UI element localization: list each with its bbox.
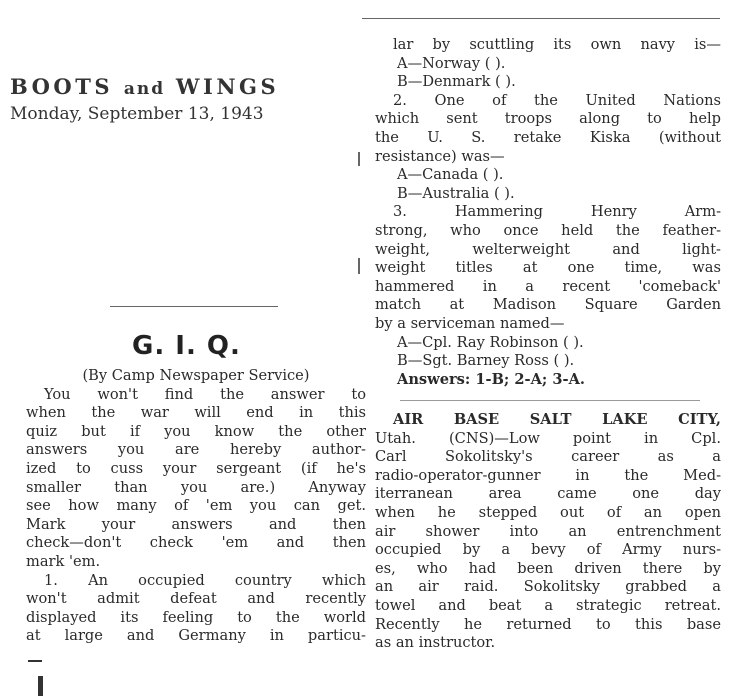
answer-option: A—Norway ( ). <box>397 54 506 72</box>
story-rule <box>400 400 700 401</box>
quiz-line: which sent troops along to help <box>375 110 721 128</box>
story-line: Carl Sokolitsky's career as a <box>375 448 721 466</box>
gio-byline: (By Camp Newspaper Service) <box>82 367 310 384</box>
left-column <box>26 367 366 646</box>
quiz-line: match at Madison Square Garden <box>375 296 721 314</box>
column-mark <box>358 258 360 274</box>
quiz-line: weight titles at one time, was <box>375 259 721 277</box>
story-line: towel and beat a strategic retreat. <box>375 596 721 614</box>
story-line: air shower into an entrenchment <box>375 522 721 540</box>
intro-line: check—don't check 'em and then <box>26 534 366 552</box>
quiz-line: 3. Hammering Henry Arm- <box>393 203 721 221</box>
air-base-story <box>375 411 721 653</box>
answer-option: A—Canada ( ). <box>397 166 504 184</box>
masthead-title-wings: WINGS <box>175 74 280 99</box>
quiz-line: 2. One of the United Nations <box>393 91 721 109</box>
intro-line: quiz but if you know the other <box>26 422 366 440</box>
story-line: Utah. (CNS)—Low point in Cpl. <box>375 429 721 447</box>
intro-line: answers you are hereby author- <box>26 441 366 459</box>
masthead-title-boots: BOOTS <box>10 74 114 99</box>
intro-line: Mark your answers and then <box>26 515 366 533</box>
answer-option: A—Cpl. Ray Robinson ( ). <box>397 333 584 351</box>
masthead-title-and: and <box>123 79 166 99</box>
scan-mark-dash <box>28 660 42 662</box>
question-1-line: won't admit defeat and recently <box>26 590 366 608</box>
question-1-line: 1. An occupied country which <box>44 571 366 589</box>
intro-line: mark 'em. <box>26 552 101 570</box>
quiz-line: weight, welterweight and light- <box>375 240 721 258</box>
right-column-quiz <box>375 36 721 389</box>
intro-line: when the war will end in this <box>26 404 366 422</box>
question-1-line: displayed its feeling to the world <box>26 608 366 626</box>
quiz-line: by a serviceman named— <box>375 314 565 332</box>
intro-line: see how many of 'em you can get. <box>26 497 366 515</box>
masthead-date: Monday, September 13, 1943 <box>10 104 264 124</box>
quiz-line: lar by scuttling its own navy is— <box>393 36 721 53</box>
quiz-line: the U. S. retake Kiska (without <box>375 128 721 146</box>
question-1-line: at large and Germany in particu- <box>26 627 366 645</box>
quiz-line: strong, who once held the feather- <box>375 221 721 239</box>
section-rule <box>110 306 278 307</box>
story-line: as an instructor. <box>375 634 496 652</box>
answer-option: B—Denmark ( ). <box>397 73 516 91</box>
scan-mark-bar <box>38 676 43 696</box>
top-rule <box>362 18 720 19</box>
intro-line: ized to cuss your sergeant (if he's <box>26 459 366 477</box>
answer-option: B—Australia ( ). <box>397 184 515 202</box>
story-line: Recently he returned to this base <box>375 615 721 633</box>
story-line: iterranean area came one day <box>375 485 721 503</box>
story-line: an air raid. Sokolitsky grabbed a <box>375 578 721 596</box>
story-line: when he stepped out of an open <box>375 503 721 521</box>
column-mark <box>358 152 360 166</box>
story-dateline: AIR BASE SALT LAKE CITY, <box>393 411 721 428</box>
story-line: es, who had been driven there by <box>375 559 721 577</box>
quiz-line: hammered in a recent 'comeback' <box>375 277 721 295</box>
intro-line: smaller than you are.) Anyway <box>26 478 366 496</box>
story-line: occupied by a bevy of Army nurs- <box>375 541 721 559</box>
quiz-line: resistance) was— <box>375 147 505 165</box>
answer-option: B—Sgt. Barney Ross ( ). <box>397 352 575 370</box>
gio-headline: G. I. Q. <box>132 331 241 361</box>
quiz-answers: Answers: 1-B; 2-A; 3-A. <box>397 370 586 388</box>
masthead-title <box>10 74 279 99</box>
story-line: radio-operator-gunner in the Med- <box>375 466 721 484</box>
intro-line: You won't find the answer to <box>44 385 366 403</box>
